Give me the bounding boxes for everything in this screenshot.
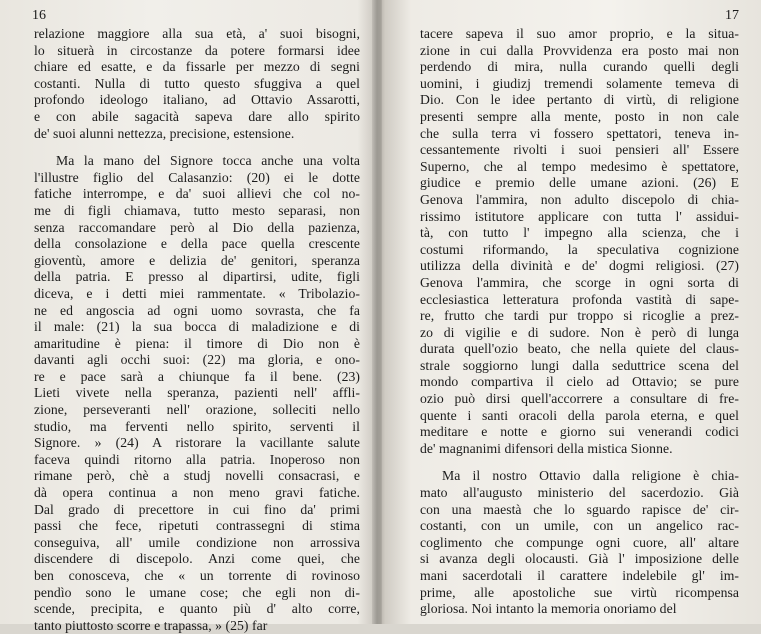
text-line: giudice e premio delle umane azioni. (26) E xyxy=(420,175,739,191)
text-line: perdendo di mira, nulla curando quelli degli xyxy=(420,59,739,75)
text-line: costumi riformando, la speculativa cognizione xyxy=(420,241,739,257)
text-line: Dal grado di precettore in cui fino da' primi xyxy=(34,501,360,517)
text-line: discendere di discepolo. Anzi come quei, che xyxy=(34,551,360,567)
text-line: Lieti vivete nella speranza, pazienti nell' affli- xyxy=(34,385,360,401)
text-line: tà, con tutto l' impegno alla scienza, che i xyxy=(420,225,739,241)
text-line: senza raccomandare però al Dio della pazienza, xyxy=(34,219,360,235)
text-line: cessantemente rivolti i suoi pensieri all' Essere xyxy=(420,142,739,158)
text-line: coglimento che compunge ogni cuore, all' altare xyxy=(420,534,739,550)
text-line: tacere sapeva il suo amor proprio, e la situa- xyxy=(420,26,739,41)
text-line: Signore. » (24) A ristorare la vacillante salute xyxy=(34,435,360,451)
text-line: zione, perseveranti nell' orazione, solleciti nello xyxy=(34,402,360,418)
page-number-right: 17 xyxy=(725,8,739,23)
text-line: profondo ideologo italiano, ad Ottavio Assarotti, xyxy=(34,92,360,108)
left-page xyxy=(0,0,372,633)
text-line: costanti. Nulla di tutto questo sfuggiva a quel xyxy=(34,75,360,91)
page-number-left: 16 xyxy=(32,8,46,23)
text-line: durata quell'ozio beato, che nella quiete del claus- xyxy=(420,341,739,357)
text-line: de' magnanimi difensori della mistica Sionne. xyxy=(420,440,673,456)
text-line: quente i santi oracoli della parola eterna, e quel xyxy=(420,407,739,423)
text-line: l'illustre figlio del Calasanzio: (20) ei le dotte xyxy=(34,169,360,185)
text-line: ne ed angoscia ad ogni uomo sovrasta, che fa xyxy=(34,302,360,318)
paragraph xyxy=(420,26,739,457)
text-line: ecclesiastica letteratura profonda vastità di sape- xyxy=(420,291,739,307)
text-line: passi che fece, ripetuti contrassegni di stima xyxy=(34,518,360,534)
text-line: costanti, con un umile, con un angelico rac- xyxy=(420,518,739,534)
text-line: Ma la mano del Signore tocca anche una volta xyxy=(56,153,360,169)
text-line: zione in cui dalla Provvidenza era posto mai non xyxy=(420,42,739,58)
text-line: chiare ed esatte, e da fissarle per mezzo di segni xyxy=(34,59,360,75)
left-page-text xyxy=(34,26,360,634)
text-line: rimane però, chè a studj novelli consacrasi, e xyxy=(34,468,360,484)
text-line: Genova l'ammira, che scorge in ogni sorta di xyxy=(420,274,739,290)
text-line: dà opera continua a non meno gravi fatiche. xyxy=(34,485,360,501)
text-line: Dio. Con le idee pertanto di virtù, di religione xyxy=(420,92,739,108)
text-line: Ma il nostro Ottavio dalla religione è chia- xyxy=(442,468,739,484)
text-line: ozio può dirsi quell'accorrere a consultare di fre- xyxy=(420,391,739,407)
text-line: il male: (21) la sua bocca di maladizione e di xyxy=(34,319,360,335)
text-line: relazione maggiore alla sua età, a' suoi bisogni, xyxy=(34,26,360,41)
paragraph xyxy=(420,468,739,617)
text-line: della patria. E presso al dipartirsi, udite, figli xyxy=(34,269,360,285)
text-line: ben conosceva, che « un torrente di rovinoso xyxy=(34,568,360,583)
text-line: conseguiva, all' umile condizione non arrossiva xyxy=(34,534,360,550)
text-line: de' suoi alunni nettezza, precisione, estensione. xyxy=(34,125,295,141)
text-line: che sulla terra vi fossero spettatori, teneva in- xyxy=(420,125,739,141)
text-line: uomini, i giudizj tremendi solamente temeva di xyxy=(420,75,739,91)
text-line: faceva quindi ritorno alla patria. Inoperoso non xyxy=(34,451,360,467)
text-line: prime, alle apostoliche sue virtù ricompensa xyxy=(420,584,739,600)
text-line: mondo compartiva il cielo ad Ottavio; se pure xyxy=(420,374,739,390)
text-line: re, frutto che tardi pur troppo si ricoglie a prez- xyxy=(420,308,739,324)
text-line: re e pace sarà a chiunque fa il bene. (23) xyxy=(34,368,360,384)
text-line: mato all'augusto ministerio del sacerdozio. Già xyxy=(420,485,739,501)
text-line: tanto piuttosto scorre e trapassa, » (25) far xyxy=(34,617,268,633)
text-line: meditare e notte e giorno sui venerandi codici xyxy=(420,424,739,440)
text-line: con una maestà che lo sguardo rapisce de' cir- xyxy=(420,501,739,517)
text-line: scende, precipita, e quanto più d' alto corre, xyxy=(34,601,360,617)
page-gutter xyxy=(372,0,382,624)
text-line: me di figli chiamava, tutto mesto separasi, non xyxy=(34,202,360,218)
paragraph xyxy=(34,153,360,634)
paragraph xyxy=(34,26,360,142)
text-line: lo situerà in circostanze da potere formarsi idee xyxy=(34,42,360,58)
text-line: e con abile sagacità sapeva dare allo spirito xyxy=(34,108,360,124)
text-line: strale soggiorno lungi dalla seduttrice scena del xyxy=(420,357,739,373)
text-line: si avanza degli olocausti. Già l' imposizione delle xyxy=(420,551,739,567)
text-line: davanti agli occhi suoi: (22) ma gloria, e ono- xyxy=(34,352,360,368)
text-line: pendìo sono le umane cose; che egli non di- xyxy=(34,584,360,600)
text-line: mani sacerdotali il carattere indelebile gl' im- xyxy=(420,568,739,583)
right-page xyxy=(382,0,761,624)
text-line: amaritudine è piena: il timore di Dio non è xyxy=(34,335,360,351)
text-line: studio, ma ferventi nello spirito, serventi il xyxy=(34,418,360,434)
text-line: zo di vigilie e di sudore. Non è però di lunga xyxy=(420,324,739,340)
text-line: gloriosa. Noi intanto la memoria onoriamo del xyxy=(420,601,677,617)
text-line: presenti sempre alla mente, posto in non cale xyxy=(420,108,739,124)
text-line: della consolazione e della pace quella crescente xyxy=(34,236,360,252)
text-line: fatiche interrompe, e da' suoi allievi che col no- xyxy=(34,186,360,202)
text-line: diceva, e i detti miei rammentate. « Tribolazio- xyxy=(34,285,360,301)
text-line: rissimo istitutore applicare con tutta l' assidui- xyxy=(420,208,739,224)
text-line: Superno, che al tempo medesimo è spettatore, xyxy=(420,158,739,174)
text-line: utilizza della divinità e de' dogmi religiosi. (27) xyxy=(420,258,739,274)
text-line: Genova l'ammira, non adulto discepolo di chia- xyxy=(420,191,739,207)
right-page-text xyxy=(420,26,739,618)
text-line: gioventù, amore e delizia de' genitori, speranza xyxy=(34,252,360,268)
